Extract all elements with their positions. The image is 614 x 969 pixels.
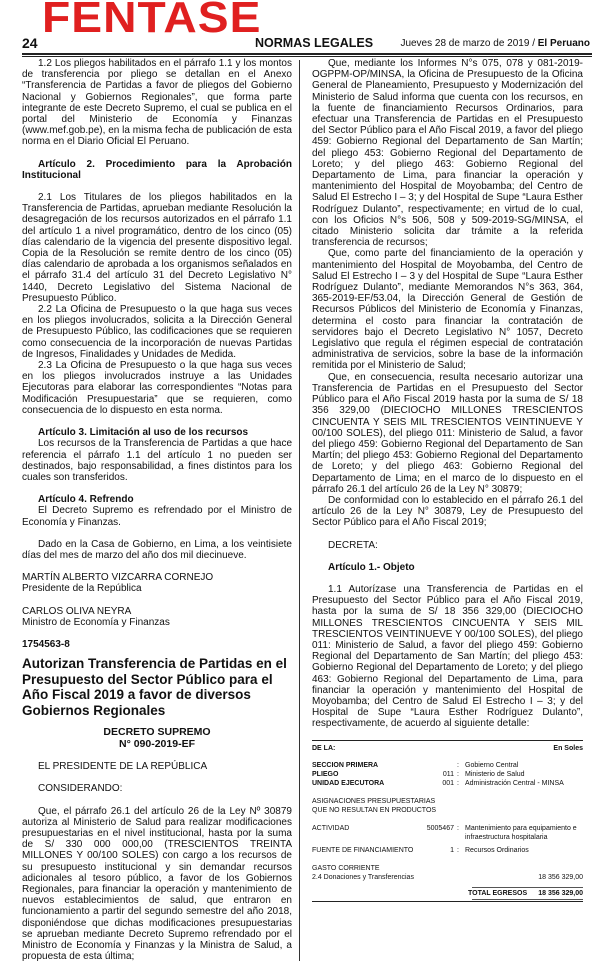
signatory-1-name: MARTÍN ALBERTO VIZCARRA CORNEJO [22,572,214,584]
table-row: PLIEGO 011 : Ministerio de Salud [312,770,583,779]
seccion-label: SECCION PRIMERA [312,761,379,769]
gasto-item-label: 2.4 Donaciones y Transferencias [312,873,414,881]
fuente-code: 1 [450,846,454,854]
transfer-table [312,740,583,902]
resolution-title: Autorizan Transferencia de Partidas en el Presupuesto del Sector Público para el Año Fiscal 2019 a favor de diversos Gobiernos Regionales [22,656,287,718]
dado-text: Dado en la Casa de Gobierno, en Lima, a los veintisiete días del mes de marzo del año dos mil diecinueve. [22,538,292,561]
table-total-row [312,889,583,898]
unidad-ejecutora-value: Administración Central - MINSA [465,779,564,787]
considerando-label: CONSIDERANDO: [38,783,123,795]
signatory-2-role: Ministro de Economía y Finanzas [22,616,170,628]
paragraph-2-3: 2.3 La Oficina de Presupuesto o la que haga sus veces en los pliegos involucrados instruye a las Unidades Ejecutoras para elaborar las correspondientes “Notas para Modificación Presupuestaria” que se requieren, como consecuencia de lo dispuesto en esta norma. [22,360,292,416]
president-line: EL PRESIDENTE DE LA REPÚBLICA [38,761,208,773]
table-row [312,833,583,842]
date: Jueves 28 de marzo de 2019 / [400,38,535,49]
signatory-1-role: Presidente de la República [22,583,142,595]
section-title: NORMAS LEGALES [255,36,374,50]
considerando-paragraph-1: Que, el párrafo 26.1 del artículo 26 de la Ley Nº 30879 autoriza al Ministerio de Salud para realizar modificaciones presupuestarias en el nivel institucional, hasta por la suma de S/ 330 000 000,00 (TRESCIENTOS TREINTA MILLONES Y 00/100 SOLES) con cargo a los recursos de su presupuesto institucional y sin demandar recursos adicionales al tesoro público, a favor de los Gobiernos Regionales, para financiar la operación y mantenimiento de nuevos establecimientos de salud, que entraron en funcionamiento a partir del segundo semestre del año 2018, disponiéndose que dichas modificaciones presupuestarias se aprueban mediante Decreto Supremo refrendado por el Ministro de Economía y Finanzas y la Ministra de Salud, a propuesta de esta última; [22,805,292,963]
logo: FENTASE [42,0,262,42]
paragraph-1-1: 1.1 Autorízase una Transferencia de Partidas en el Presupuesto del Sector Público para el Año Fiscal 2019, hasta por la suma de S/ 18 356 329,00 (DIECIOCHO MILLONES TRESCIENTOS CINCUENTA Y SEIS MIL TRESCIENTOS VEINTINUEVE Y 00/100 SOLES), del pliego 011: Ministerio de Salud, a favor del pliego 459: Gobierno Regional del Departamento de San Martín; del pliego 453: Gobierno Regional del Departamento de Loreto; y del pliego 463: Gobierno Regional del Departamento de Lima, para financiar la operación y mantenimiento del Hospital de Moyobamba; del Centro de Salud El Estrecho I – 3; y del Hospital de Supe “Laura Esther Rodríguez Dulanto”, respectivamente, de acuerdo al siguiente detalle: [312,583,583,730]
pliego-label: PLIEGO [312,770,339,778]
gasto-corriente-label: GASTO CORRIENTE [312,864,380,872]
dateline [400,38,590,54]
actividad-value-1: Mantenimiento para equipamiento e [465,824,577,832]
fuente-label: FUENTE DE FINANCIAMIENTO [312,846,414,854]
header-rule [22,53,592,55]
paragraph-1-2: 1.2 Los pliegos habilitados en el párrafo 1.1 y los montos de transferencia por pliego se detallan en el Anexo “Transferencia de Partidas a favor de pliegos del Gobierno Nacional y Gobiernos Regionales”, que forma parte integrante de este Decreto Supremo, el cual se publica en el portal del Ministerio de Economía y Finanzas (www.mef.gob.pe), en la misma fecha de publicación de esta norma en el Diario Oficial El Peruano. [22,58,292,148]
paragraph-2-1: 2.1 Los Titulares de los pliegos habilitados en la Transferencia de Partidas, aprueban mediante Resolución la desagregación de los recursos autorizados en el párrafo 1.1 del artículo 1 a nivel programático, dentro de los cinco (05) días calendario de la vigencia del presente dispositivo legal. Copia de la Resolución se remite dentro de los cinco (05) días calendario de aprobada a los organismos señalados en el párrafo 31.4 del artículo 31 del Decreto Legislativo N° 1440, Decreto Legislativo del Sistema Nacional de Presupuesto Público. [22,192,292,304]
paragraph-4: El Decreto Supremo es refrendado por el Ministro de Economía y Finanzas. [22,505,292,528]
total-separator-bottom [472,899,583,900]
pliego-code: 011 [442,770,454,778]
table-row: UNIDAD EJECUTORA 001 : Administración Central - MINSA [312,779,583,788]
table-row [312,873,583,882]
actividad-value-2: infraestructura hospitalaria [465,833,548,841]
header-rule-thin [22,56,592,57]
publication-name: El Peruano [537,38,590,49]
signatory-2-name: CARLOS OLIVA NEYRA [22,605,132,617]
document-code: 1754563-8 [22,638,70,650]
asignaciones-label-2: QUE NO RESULTAN EN PRODUCTOS [312,806,437,814]
table-row [312,806,583,815]
paragraph-3: Los recursos de la Transferencia de Partidas a que hace referencia el párrafo 1.1 del artículo 1 no pueden ser destinados, bajo responsabilidad, a fines distintos para los cuales son transferidos. [22,438,292,483]
paragraph-2-2: 2.2 La Oficina de Presupuesto o la que haga sus veces en los pliegos involucrados, solicita a la Dirección General de Presupuesto Público, las codificaciones que se requieren como consecuencia de la incorporación de nuevas Partidas de Ingresos, Finalidades y Unidades de Medida. [22,304,292,360]
seccion-value: Gobierno Central [465,761,519,769]
table-row [312,864,583,873]
decree-number: N° 090-2019-EF [119,738,195,751]
table-row [312,797,583,806]
decree-title: DECRETO SUPREMO [103,726,211,739]
gasto-amount: 18 356 329,00 [538,873,583,881]
page-number: 24 [22,35,38,51]
table-row: ACTIVIDAD 5005467 : Mantenimiento para equipamiento e [312,824,583,833]
table-row: FUENTE DE FINANCIAMIENTO 1 : Recursos Ordinarios [312,846,583,855]
de-la-label: DE LA: [312,744,336,752]
article-2-heading: Artículo 2. Procedimiento para la Aprobación Institucional [22,158,292,181]
pliego-value: Ministerio de Salud [465,770,525,778]
table-header-row [312,744,583,753]
column-separator [299,60,300,961]
decreta-label: DECRETA: [328,539,378,551]
right-column [312,58,583,902]
left-column [22,58,292,962]
fuente-value: Recursos Ordinarios [465,846,529,854]
considerando-paragraph-3: Que, como parte del financiamiento de la operación y mantenimiento del Hospital de Moyobamba, del Centro de Salud El Estrecho I – 3 y del Hospital de Supe “Laura Esther Rodríguez Dulanto”, mediante Memorandos N°s 363, 364, 365-2019-EF/53.04, la Dirección General de Gestión de Recursos Públicos del Ministerio de Economía y Finanzas, determina el costo para financiar la contratación de servidores bajo el Decreto Legislativo N° 1057, Decreto Legislativo que regula el régimen especial de contratación administrativa de servicios, sobre la base de la información remitida por el Ministerio de Salud; [312,248,583,372]
article-1-heading: Artículo 1.- Objeto [328,561,415,573]
considerando-paragraph-2: Que, mediante los Informes N°s 075, 078 y 081-2019-OGPPM-OP/MINSA, la Oficina de Presupuesto de la Oficina General de Planeamiento, Presupuesto y Modernización del Ministerio de Salud informa que cuenta con los recursos, en la fuente de financiamiento Recursos Ordinarios, para efectuar una Transferencia de Partidas en el Presupuesto del Sector Público para el Año Fiscal 2019, a favor del pliego 459: Gobierno Regional del Departamento de San Martín; del pliego 453: Gobierno Regional del Departamento de Loreto; y del pliego 463: Gobierno Regional del Departamento de Lima, para financiar la operación y mantenimiento del Hospital de Moyobamba; del Centro de Salud El Estrecho I – 3; y del Hospital de Supe “Laura Esther Rodríguez Dulanto”, respectivamente; en virtud de lo cual, con los Oficios N°s 506, 508 y 509-2019-SG/MINSA, el citado Ministerio solicita dar trámite a la referida transferencia de recursos; [312,58,583,249]
total-label: TOTAL EGRESOS [468,889,528,897]
total-amount: 18 356 329,00 [538,889,583,897]
considerando-paragraph-4: Que, en consecuencia, resulta necesario autorizar una Transferencia de Partidas en el Presupuesto del Sector Público para el Año Fiscal 2019 hasta por la suma de S/ 18 356 329,00 (DIECIOCHO MILLONES TRESCIENTOS CINCUENTA Y SEIS MIL TRESCIENTOS VEINTINUEVE Y 00/100 SOLES), del pliego 011: Ministerio de Salud, a favor del pliego 459: Gobierno Regional del Departamento de San Martín; del pliego 453: Gobierno Regional del Departamento de Loreto; y del pliego 463: Gobierno Regional del Departamento de Lima; en el marco de lo dispuesto en el párrafo 26.1 del artículo 26 de la Ley N° 30879; [312,371,583,495]
actividad-label: ACTIVIDAD [312,824,350,832]
conformidad-paragraph: De conformidad con lo establecido en el párrafo 26.1 del artículo 26 de la Ley N° 30879, Ley de Presupuesto del Sector Público para el Año Fiscal 2019; [312,494,583,529]
unidad-ejecutora-code: 001 [442,779,454,787]
en-soles-label: En Soles [553,744,583,752]
table-row: SECCION PRIMERA : Gobierno Central [312,761,583,770]
unidad-ejecutora-label: UNIDAD EJECUTORA [312,779,385,787]
total-separator [472,887,583,888]
article-4-heading: Artículo 4. Refrendo [38,494,134,506]
actividad-code: 5005467 [426,824,454,832]
asignaciones-label-1: ASIGNACIONES PRESUPUESTARIAS [312,797,436,805]
article-3-heading: Artículo 3. Limitación al uso de los recursos [38,427,249,439]
